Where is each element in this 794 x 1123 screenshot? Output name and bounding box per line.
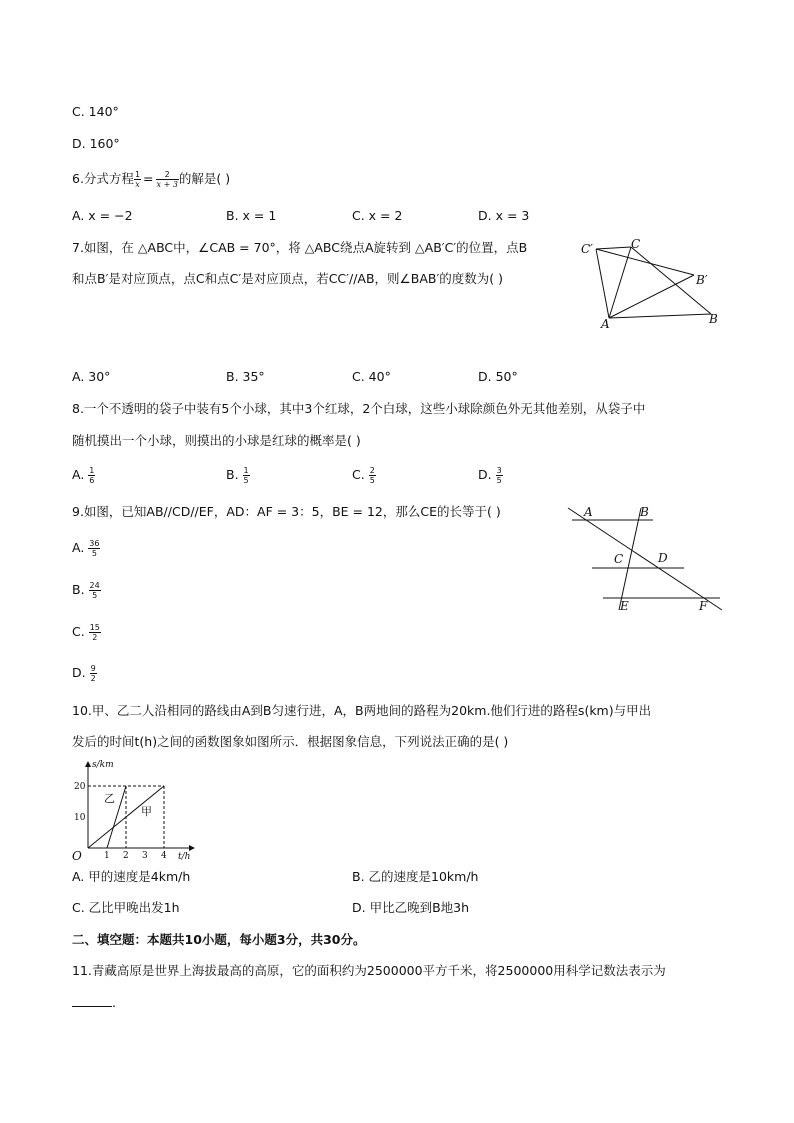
q9-figure [560, 498, 730, 618]
q9-label-e: E [620, 599, 629, 613]
q9-option-c-label: C. [72, 624, 85, 639]
q10-line-2: 发后的时间t(h)之间的函数图象如图所示．根据图象信息，下列说法正确的是( ) [72, 734, 509, 749]
q5-option-d: D. 160° [72, 136, 120, 151]
q8-option-b-label: B. [226, 467, 239, 482]
q6-f2-den: x + 3 [156, 180, 178, 189]
q10-option-a: A. 甲的速度是4km/h [72, 869, 191, 884]
q7-segment-c1a [596, 249, 609, 318]
q9-label-c: C [614, 552, 624, 566]
q8-option-a-label: A. [72, 467, 85, 482]
q10-y-label: s/km [92, 760, 114, 770]
q9-option-d [72, 660, 97, 686]
q10-option-c: C. 乙比甲晚出发1h [72, 900, 180, 915]
q10-graph [66, 756, 201, 864]
q10-xtick-3: 3 [142, 851, 148, 861]
q8-option-b-den: 5 [243, 476, 249, 485]
q8-option-c [352, 462, 376, 488]
q7-option-b: B. 35° [226, 369, 265, 384]
q9-label-f: F [699, 599, 708, 613]
q10-ytick-20: 20 [74, 782, 86, 792]
q8-option-d-label: D. [478, 467, 492, 482]
q9-label-b: B [640, 505, 649, 519]
q8-option-d-den: 5 [496, 476, 502, 485]
q6-suffix: 的解是( ) [178, 171, 231, 186]
q9-option-b [72, 577, 101, 603]
q7-segment-c1b1 [596, 249, 694, 275]
q9-label-a: A [584, 505, 593, 519]
q7-label-b1: B′ [696, 273, 708, 287]
q9-label-d: D [658, 551, 668, 565]
section-2-heading: 二、填空题：本题共10小题，每小题3分，共30分。 [72, 932, 366, 947]
q10-option-b: B. 乙的速度是10km/h [352, 869, 479, 884]
q10-xtick-1: 1 [104, 851, 110, 861]
q10-x-label: t/h [178, 852, 191, 862]
q8-option-b [226, 462, 250, 488]
q9-option-a-den: 5 [91, 549, 97, 558]
q8-option-c-label: C. [352, 467, 365, 482]
q7-segment-ab [609, 314, 711, 318]
q6-fraction-1 [134, 170, 141, 189]
q8-line-1: 8.一个不透明的袋子中装有5个小球，其中3个红球，2个白球，这些小球除颜色外无其他差别，从袋子中 [72, 401, 646, 416]
q9-option-a-label: A. [72, 540, 85, 555]
q8-option-a [72, 462, 95, 488]
q9-option-d-den: 2 [90, 674, 96, 683]
q6-equals: = [143, 171, 154, 186]
q10-xtick-2: 2 [123, 851, 129, 861]
q7-segment-ab1 [609, 275, 694, 318]
q8-option-b-num: 1 [243, 466, 249, 475]
q6-stem [72, 168, 230, 190]
q6-f1-num: 1 [134, 170, 141, 179]
q9-option-b-label: B. [72, 582, 85, 597]
q7-line-2: 和点B′是对应顶点，点C和点C′是对应顶点，若CC′//AB，则∠BAB′的度数为( ) [72, 271, 504, 286]
q9-transversal-af [568, 508, 722, 610]
q9-option-b-num: 24 [89, 581, 100, 590]
q6-fraction-2 [156, 170, 179, 189]
q9-option-b-den: 5 [92, 591, 98, 600]
q10-line-1: 10.甲、乙二人沿相同的路线由A到B匀速行进，A，B两地间的路程为20km.他们行进的路程s(km)与甲出 [72, 703, 652, 718]
q7-option-a: A. 30° [72, 369, 111, 384]
q8-line-2: 随机摸出一个小球，则摸出的小球是红球的概率是( ) [72, 433, 361, 448]
q10-option-d: D. 甲比乙晚到B地3h [352, 900, 470, 915]
q6-option-a: A. x = −2 [72, 208, 133, 223]
q11-line-2 [72, 994, 116, 1011]
q10-label-jia: 甲 [141, 805, 152, 818]
q8-option-c-num: 2 [369, 466, 375, 475]
q7-option-c: C. 40° [352, 369, 391, 384]
q6-option-d: D. x = 3 [478, 208, 530, 223]
q5-option-c: C. 140° [72, 104, 119, 119]
q7-label-c1: C′ [581, 242, 593, 256]
q8-option-a-den: 6 [89, 476, 95, 485]
q7-label-a: A [601, 317, 610, 331]
q11-answer-blank[interactable] [72, 994, 112, 1007]
q10-label-yi: 乙 [104, 792, 115, 805]
q7-label-b: B [709, 312, 718, 326]
q6-prefix: 6.分式方程 [72, 171, 134, 186]
q8-option-a-num: 1 [89, 466, 95, 475]
q11-line-1: 11.青藏高原是世界上海拔最高的高原，它的面积约为2500000平方千米，将2500000用科学记数法表示为 [72, 963, 666, 978]
q10-xtick-4: 4 [161, 851, 167, 861]
q6-option-b: B. x = 1 [226, 208, 277, 223]
q9-option-c-num: 15 [89, 623, 100, 632]
q8-option-d-num: 3 [496, 466, 502, 475]
q7-option-d: D. 50° [478, 369, 518, 384]
q6-f1-den: x [135, 180, 140, 189]
q10-ytick-10: 10 [74, 813, 86, 823]
q9-line-1: 9.如图，已知AB//CD//EF，AD：AF = 3：5，BE = 12，那么CE的长等于( ) [72, 504, 501, 519]
q7-line-1: 7.如图，在 △ABC中，∠CAB = 70°，将 △ABC绕点A旋转到 △AB′C′的位置，点B [72, 240, 528, 255]
q7-label-c: C [631, 237, 641, 251]
q9-option-a [72, 535, 100, 561]
q6-f2-num: 2 [156, 170, 179, 180]
q9-option-d-num: 9 [90, 664, 96, 673]
q9-option-c-den: 2 [92, 633, 98, 642]
q7-segment-ca [609, 247, 631, 318]
q8-option-d [478, 462, 503, 488]
q8-option-c-den: 5 [369, 476, 375, 485]
q9-option-d-label: D. [72, 665, 86, 680]
q7-figure [575, 232, 735, 336]
q9-option-a-num: 36 [89, 539, 100, 548]
q6-option-c: C. x = 2 [352, 208, 403, 223]
q11-period: . [112, 995, 116, 1010]
q9-option-c [72, 619, 101, 645]
q10-origin: O [72, 849, 82, 863]
q7-segment-c1c [596, 247, 631, 249]
